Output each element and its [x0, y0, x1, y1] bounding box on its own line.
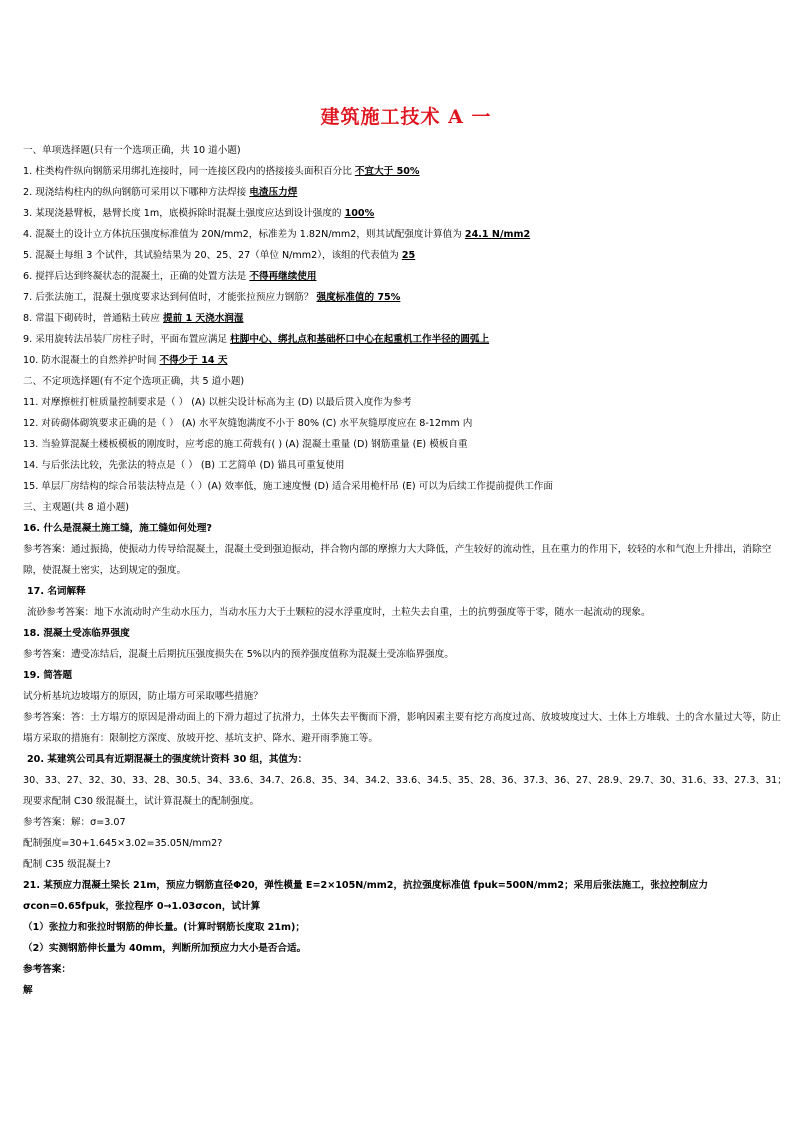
- question-text: 8. 常温下砌砖时，普通粘土砖应: [23, 313, 163, 324]
- answer-text: 不宜大于 50%: [354, 166, 420, 177]
- q20-line5: 配制 C35 级混凝土?: [23, 859, 111, 870]
- single-choice-item: [23, 182, 789, 203]
- q18-title: 18. 混凝土受冻临界强度: [23, 628, 130, 639]
- single-choice-item: [23, 245, 789, 266]
- answer-text: 不得再继续使用: [249, 271, 317, 282]
- single-choice-item: [23, 203, 789, 224]
- question-text: 4. 混凝土的设计立方体抗压强度标准值为 20N/mm2，标准差为 1.82N/mm2，则其试配强度计算值为: [23, 229, 465, 240]
- answer-text: 提前 1 天浇水润湿: [162, 313, 244, 324]
- q20-line2: 现要求配制 C30 级混凝土，试计算混凝土的配制强度。: [23, 796, 260, 807]
- single-choice-item: [23, 266, 789, 287]
- question-text: 2. 现浇结构柱内的纵向钢筋可采用以下哪种方法焊接: [23, 187, 250, 198]
- q21-sub1: （1）张拉力和张拉时钢筋的伸长量。(计算时钢筋长度取 21m)；: [23, 922, 305, 933]
- q17-title: 17. 名词解释: [27, 586, 86, 597]
- section1-header: 一、单项选择题(只有一个选项正确，共 10 道小题): [23, 145, 241, 156]
- q16-answer: 参考答案：通过振捣，使振动力传导给混凝土，混凝土受到强迫振动，拌合物内部的摩擦力大大降低，产生较好的流动性，且在重力的作用下，较轻的水和气泡上升排出，消除空隙，使混凝土密实，达到规定的强度。: [23, 544, 772, 576]
- multi-choice-item: 14. 与后张法比较，先张法的特点是（ ） (B) 工艺简单 (D) 锚具可重复使用: [23, 460, 345, 471]
- question-text: 10. 防水混凝土的自然养护时间: [23, 355, 160, 366]
- question-text: 3. 某现浇悬臂板，悬臂长度 1m，底模拆除时混凝土强度应达到设计强度的: [23, 208, 345, 219]
- q20-data: 30、33、27、32、30、33、28、30.5、34、33.6、34.7、26.8、35、34、34.2、33.6、34.5、35、28、36、37.3、36、27、28.9、29.7、30、31.6、33、27.3、31；: [23, 775, 787, 786]
- question-text: 6. 搅拌后达到终凝状态的混凝土，正确的处置方法是: [23, 271, 250, 282]
- q20-title: 20. 某建筑公司具有近期混凝土的强度统计资料 30 组，其值为：: [27, 754, 308, 765]
- q18-answer: 参考答案：遭受冻结后，混凝土后期抗压强度损失在 5%以内的预养强度值称为混凝土受冻临界强度。: [23, 649, 454, 660]
- single-choice-item: [23, 308, 789, 329]
- q19-title: 19. 简答题: [23, 670, 73, 681]
- q20-line3: 参考答案：解：σ=3.07: [23, 817, 126, 828]
- q19-answer: 参考答案：答：土方塌方的原因是滑动面上的下滑力超过了抗滑力，土体失去平衡而下滑，影响因素主要有挖方高度过高、放坡坡度过大、土体上方堆载、土的含水量过大等，防止塌方采取的措施有：限制挖方深度、放坡开挖、基坑支护、降水、避开雨季施工等。: [23, 712, 781, 744]
- multi-choice-list: [23, 392, 789, 497]
- answer-text: 100%: [344, 208, 375, 219]
- q21-title: 21. 某预应力混凝土梁长 21m，预应力钢筋直径Φ20，弹性模量 E=2×105N/mm2，抗拉强度标准值 fpuk=500N/mm2；采用后张法施工，张拉控制应力σcon=0.65fpuk，张拉程序 0→1.03σcon，试计算: [23, 880, 708, 912]
- document-title: 建筑施工技术 A 一: [320, 106, 492, 128]
- question-text: 9. 采用旋转法吊装厂房柱子时，平面布置应满足: [23, 334, 231, 345]
- multi-choice-item: 15. 单层厂房结构的综合吊装法特点是（ ）(A) 效率低，施工速度慢 (D) 适合采用桅杆吊 (E) 可以为后续工作提前提供工作面: [23, 481, 553, 492]
- single-choice-item: [23, 329, 789, 350]
- q21-reference: 参考答案：: [23, 964, 71, 975]
- section3-header: 三、主观题(共 8 道小题): [23, 502, 130, 513]
- answer-text: 强度标准值的 75%: [316, 292, 401, 303]
- multi-choice-item: 11. 对摩擦桩打桩质量控制要求是（ ） (A) 以桩尖设计标高为主 (D) 以最后贯入度作为参考: [23, 397, 412, 408]
- q16-title: 16. 什么是混凝土施工缝，施工缝如何处理?: [23, 523, 212, 534]
- single-choice-list: [23, 161, 789, 371]
- q17-answer: 流砂参考答案：地下水流动时产生动水压力，当动水压力大于土颗粒的浸水浮重度时，土粒失去自重，土的抗剪强度等于零，随水一起流动的现象。: [27, 607, 651, 618]
- q21-solution: 解: [23, 985, 33, 996]
- answer-text: 24.1 N/mm2: [464, 229, 531, 240]
- question-text: 1. 柱类构件纵向钢筋采用绑扎连接时，同一连接区段内的搭接接头面积百分比: [23, 166, 355, 177]
- answer-text: 25: [401, 250, 416, 261]
- single-choice-item: [23, 161, 789, 182]
- section2-header: 二、不定项选择题(有不定个选项正确，共 5 道小题): [23, 376, 245, 387]
- single-choice-item: [23, 287, 789, 308]
- answer-text: 不得少于 14 天: [159, 355, 228, 366]
- single-choice-item: [23, 224, 789, 245]
- q21-sub2: （2）实测钢筋伸长量为 40mm，判断所加预应力大小是否合适。: [23, 943, 307, 954]
- multi-choice-item: 13. 当验算混凝土楼板模板的刚度时，应考虑的施工荷载有( ) (A) 混凝土重量 (D) 钢筋重量 (E) 模板自重: [23, 439, 468, 450]
- q20-line4: 配制强度=30+1.645×3.02=35.05N/mm2?: [23, 838, 223, 849]
- document-page: [23, 104, 789, 1001]
- single-choice-item: [23, 350, 789, 371]
- multi-choice-item: 12. 对砖砌体砌筑要求正确的是（ ） (A) 水平灰缝饱满度不小于 80% (C) 水平灰缝厚度应在 8-12mm 内: [23, 418, 473, 429]
- answer-text: 电渣压力焊: [249, 187, 298, 198]
- answer-text: 柱脚中心、绑扎点和基础杯口中心在起重机工作半径的圆弧上: [230, 334, 490, 345]
- q19-question: 试分析基坑边坡塌方的原因，防止塌方可采取哪些措施？: [23, 691, 263, 702]
- question-text: 7. 后张法施工，混凝土强度要求达到何值时，才能张拉预应力钢筋？: [23, 292, 317, 303]
- question-text: 5. 混凝土每组 3 个试件，其试验结果为 20、25、27（单位 N/mm2），该组的代表值为: [23, 250, 402, 261]
